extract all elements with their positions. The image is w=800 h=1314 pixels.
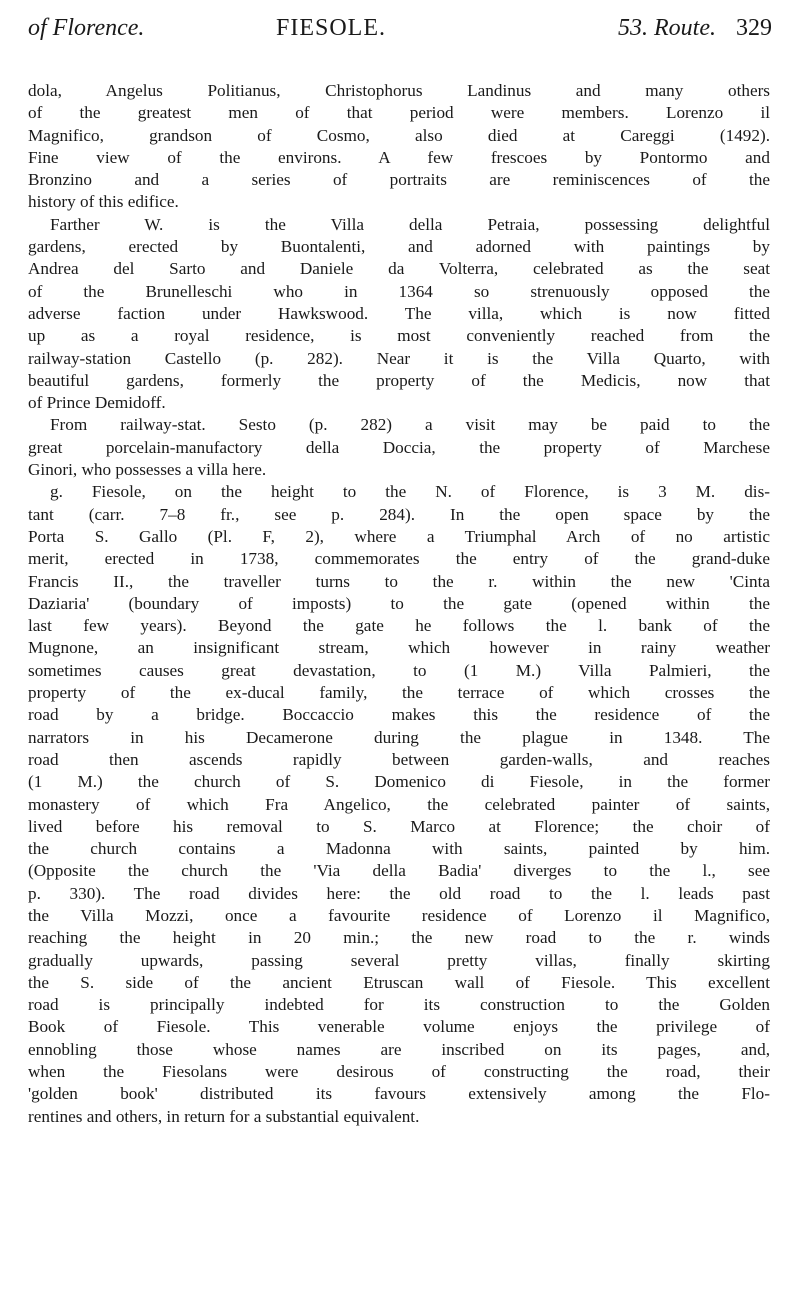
paragraph	[28, 414, 770, 481]
text-line: From railway-stat. Sesto (p. 282) a visit may be paid to the	[50, 415, 770, 435]
text-line: Porta S. Gallo (Pl. F, 2), where a Triumphal Arch of no artistic	[28, 526, 770, 546]
text-line: Farther W. is the Villa della Petraia, possessing delightful	[50, 214, 770, 234]
running-header	[28, 8, 772, 48]
text-line: the S. side of the ancient Etruscan wall of Fiesole. This excellent	[28, 972, 770, 992]
text-line: the church contains a Madonna with saints, painted by him.	[28, 839, 770, 859]
text-line: beautiful gardens, formerly the property of the Medicis, now that	[28, 370, 770, 390]
text-line: narrators in his Decamerone during the plague in 1348. The	[28, 727, 770, 747]
text-line: railway-station Castello (p. 282). Near it is the Villa Quarto, with	[28, 348, 770, 368]
text-line: Daziaria' (boundary of imposts) to the gate (opened within the	[28, 593, 770, 613]
header-title: FIESOLE.	[276, 15, 386, 41]
paragraph	[28, 80, 770, 214]
text-line: dola, Angelus Politianus, Christophorus Landinus and many others	[28, 81, 770, 100]
header-right	[618, 8, 772, 48]
text-line: the Villa Mozzi, once a favourite residence of Lorenzo il Magnifico,	[28, 905, 770, 925]
text-line: reaching the height in 20 min.; the new road to the r. winds	[28, 928, 770, 948]
text-line: Book of Fiesole. This venerable volume enjoys the privilege of	[28, 1017, 770, 1037]
text-line: 'golden book' distributed its favours extensively among the Flo-	[28, 1084, 770, 1104]
text-line: gardens, erected by Buontalenti, and adorned with paintings by	[28, 237, 770, 257]
text-line: p. 330). The road divides here: the old road to the l. leads past	[28, 883, 770, 903]
text-line: (Opposite the church the 'Via della Badia' diverges to the l., see	[28, 861, 770, 881]
paragraph	[28, 214, 770, 415]
header-route: 53. Route.	[618, 15, 716, 41]
text-line: Bronzino and a series of portraits are reminiscences of the	[28, 170, 770, 190]
text-line: gradually upwards, passing several pretty villas, finally skirting	[28, 950, 770, 970]
text-line: when the Fiesolans were desirous of constructing the road, their	[28, 1062, 770, 1082]
text-line: history of this edifice.	[28, 192, 179, 212]
text-line: merit, erected in 1738, commemorates the entry of the grand-duke	[28, 549, 770, 569]
text-line: road then ascends rapidly between garden-walls, and reaches	[28, 749, 770, 769]
text-line: road by a bridge. Boccaccio makes this the residence of the	[28, 705, 770, 725]
text-line: monastery of which Fra Angelico, the celebrated painter of saints,	[28, 794, 770, 814]
text-line: g. Fiesole, on the height to the N. of Florence, is 3 M. dis-	[50, 482, 770, 502]
text-line: lived before his removal to S. Marco at Florence; the choir of	[28, 816, 770, 836]
page-number: 329	[736, 15, 772, 41]
paragraph	[28, 481, 770, 1128]
text-line: road is principally indebted for its construction to the Golden	[28, 995, 770, 1015]
text-line: Magnifico, grandson of Cosmo, also died at Careggi (1492).	[28, 125, 770, 145]
text-line: adverse faction under Hawkswood. The villa, which is now fitted	[28, 303, 770, 323]
text-line: Ginori, who possesses a villa here.	[28, 460, 267, 480]
text-line: of the Brunelleschi who in 1364 so strenuously opposed the	[28, 281, 770, 301]
text-line: tant (carr. 7–8 fr., see p. 284). In the open space by the	[28, 504, 770, 524]
text-line: up as a royal residence, is most conveniently reached from the	[28, 326, 770, 346]
text-line: sometimes causes great devastation, to (1 M.) Villa Palmieri, the	[28, 660, 770, 680]
header-left: of Florence.	[28, 15, 145, 41]
body-text	[28, 80, 770, 1128]
text-line: (1 M.) the church of S. Domenico di Fiesole, in the former	[28, 772, 770, 792]
text-line: Francis II., the traveller turns to the r. within the new 'Cinta	[28, 571, 770, 591]
text-line: Mugnone, an insignificant stream, which however in rainy weather	[28, 638, 770, 658]
text-line: ennobling those whose names are inscribed on its pages, and,	[28, 1039, 770, 1059]
text-line: great porcelain-manufactory della Doccia, the property of Marchese	[28, 437, 770, 457]
text-line: of the greatest men of that period were members. Lorenzo il	[28, 103, 770, 123]
text-line: property of the ex-ducal family, the terrace of which crosses the	[28, 683, 770, 703]
text-line: last few years). Beyond the gate he follows the l. bank of the	[28, 616, 770, 636]
text-line: Fine view of the environs. A few frescoes by Pontormo and	[28, 147, 770, 167]
text-line: Andrea del Sarto and Daniele da Volterra, celebrated as the seat	[28, 259, 770, 279]
text-line: rentines and others, in return for a substantial equivalent.	[28, 1106, 420, 1126]
text-line: of Prince Demidoff.	[28, 393, 166, 413]
